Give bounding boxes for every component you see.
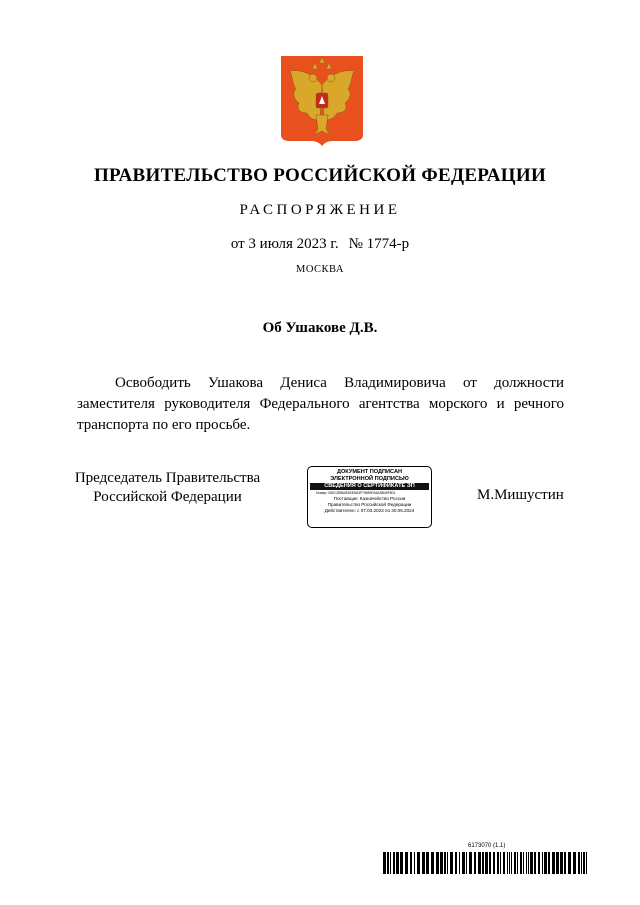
stamp-line2: ЭЛЕКТРОННОЙ ПОДПИСЬЮ [330, 476, 409, 482]
stamp-line3: СВЕДЕНИЯ О СЕРТИФИКАТЕ ЭП [310, 483, 429, 490]
stamp-validity: Действителен: с 07.03.2023 по 30.05.2024 [324, 508, 415, 513]
signer-name: М.Мишустин [477, 487, 564, 503]
stamp-provider: Поставщик: Казначейство России [333, 496, 406, 501]
signer-role [60, 469, 275, 507]
date-number-line [0, 236, 640, 253]
document-type: РАСПОРЯЖЕНИЕ [239, 202, 401, 218]
barcode-text: 6173070 (1.1) [468, 843, 506, 849]
government-title: ПРАВИТЕЛЬСТВО РОССИЙСКОЙ ФЕДЕРАЦИИ [93, 165, 547, 186]
stamp-certificate-number: Номер: 00ECDBB4E80E6A3F79859FA6A3B49F801 [316, 491, 396, 495]
document-body: Освободить Ушакова Дениса Владимировича от должности заместителя руководителя Федерального агентства морского и речного транспорта по его просьбе. [77, 375, 564, 433]
russian-coat-of-arms-icon [280, 55, 364, 147]
stamp-line1: ДОКУМЕНТ ПОДПИСАН [336, 469, 403, 475]
document-number: № 1774-р [348, 236, 410, 252]
barcode-icon [383, 852, 593, 874]
signer-role-line1: Председатель Правительства [74, 470, 261, 486]
document-date: от 3 июля 2023 г. [230, 236, 339, 252]
stamp-owner: Правительство Российской Федерации [327, 502, 412, 507]
document-heading: Об Ушакове Д.В. [262, 320, 378, 336]
city: МОСКВА [296, 264, 344, 275]
electronic-signature-stamp [307, 466, 432, 528]
signer-role-line2: Российской Федерации [93, 489, 242, 505]
